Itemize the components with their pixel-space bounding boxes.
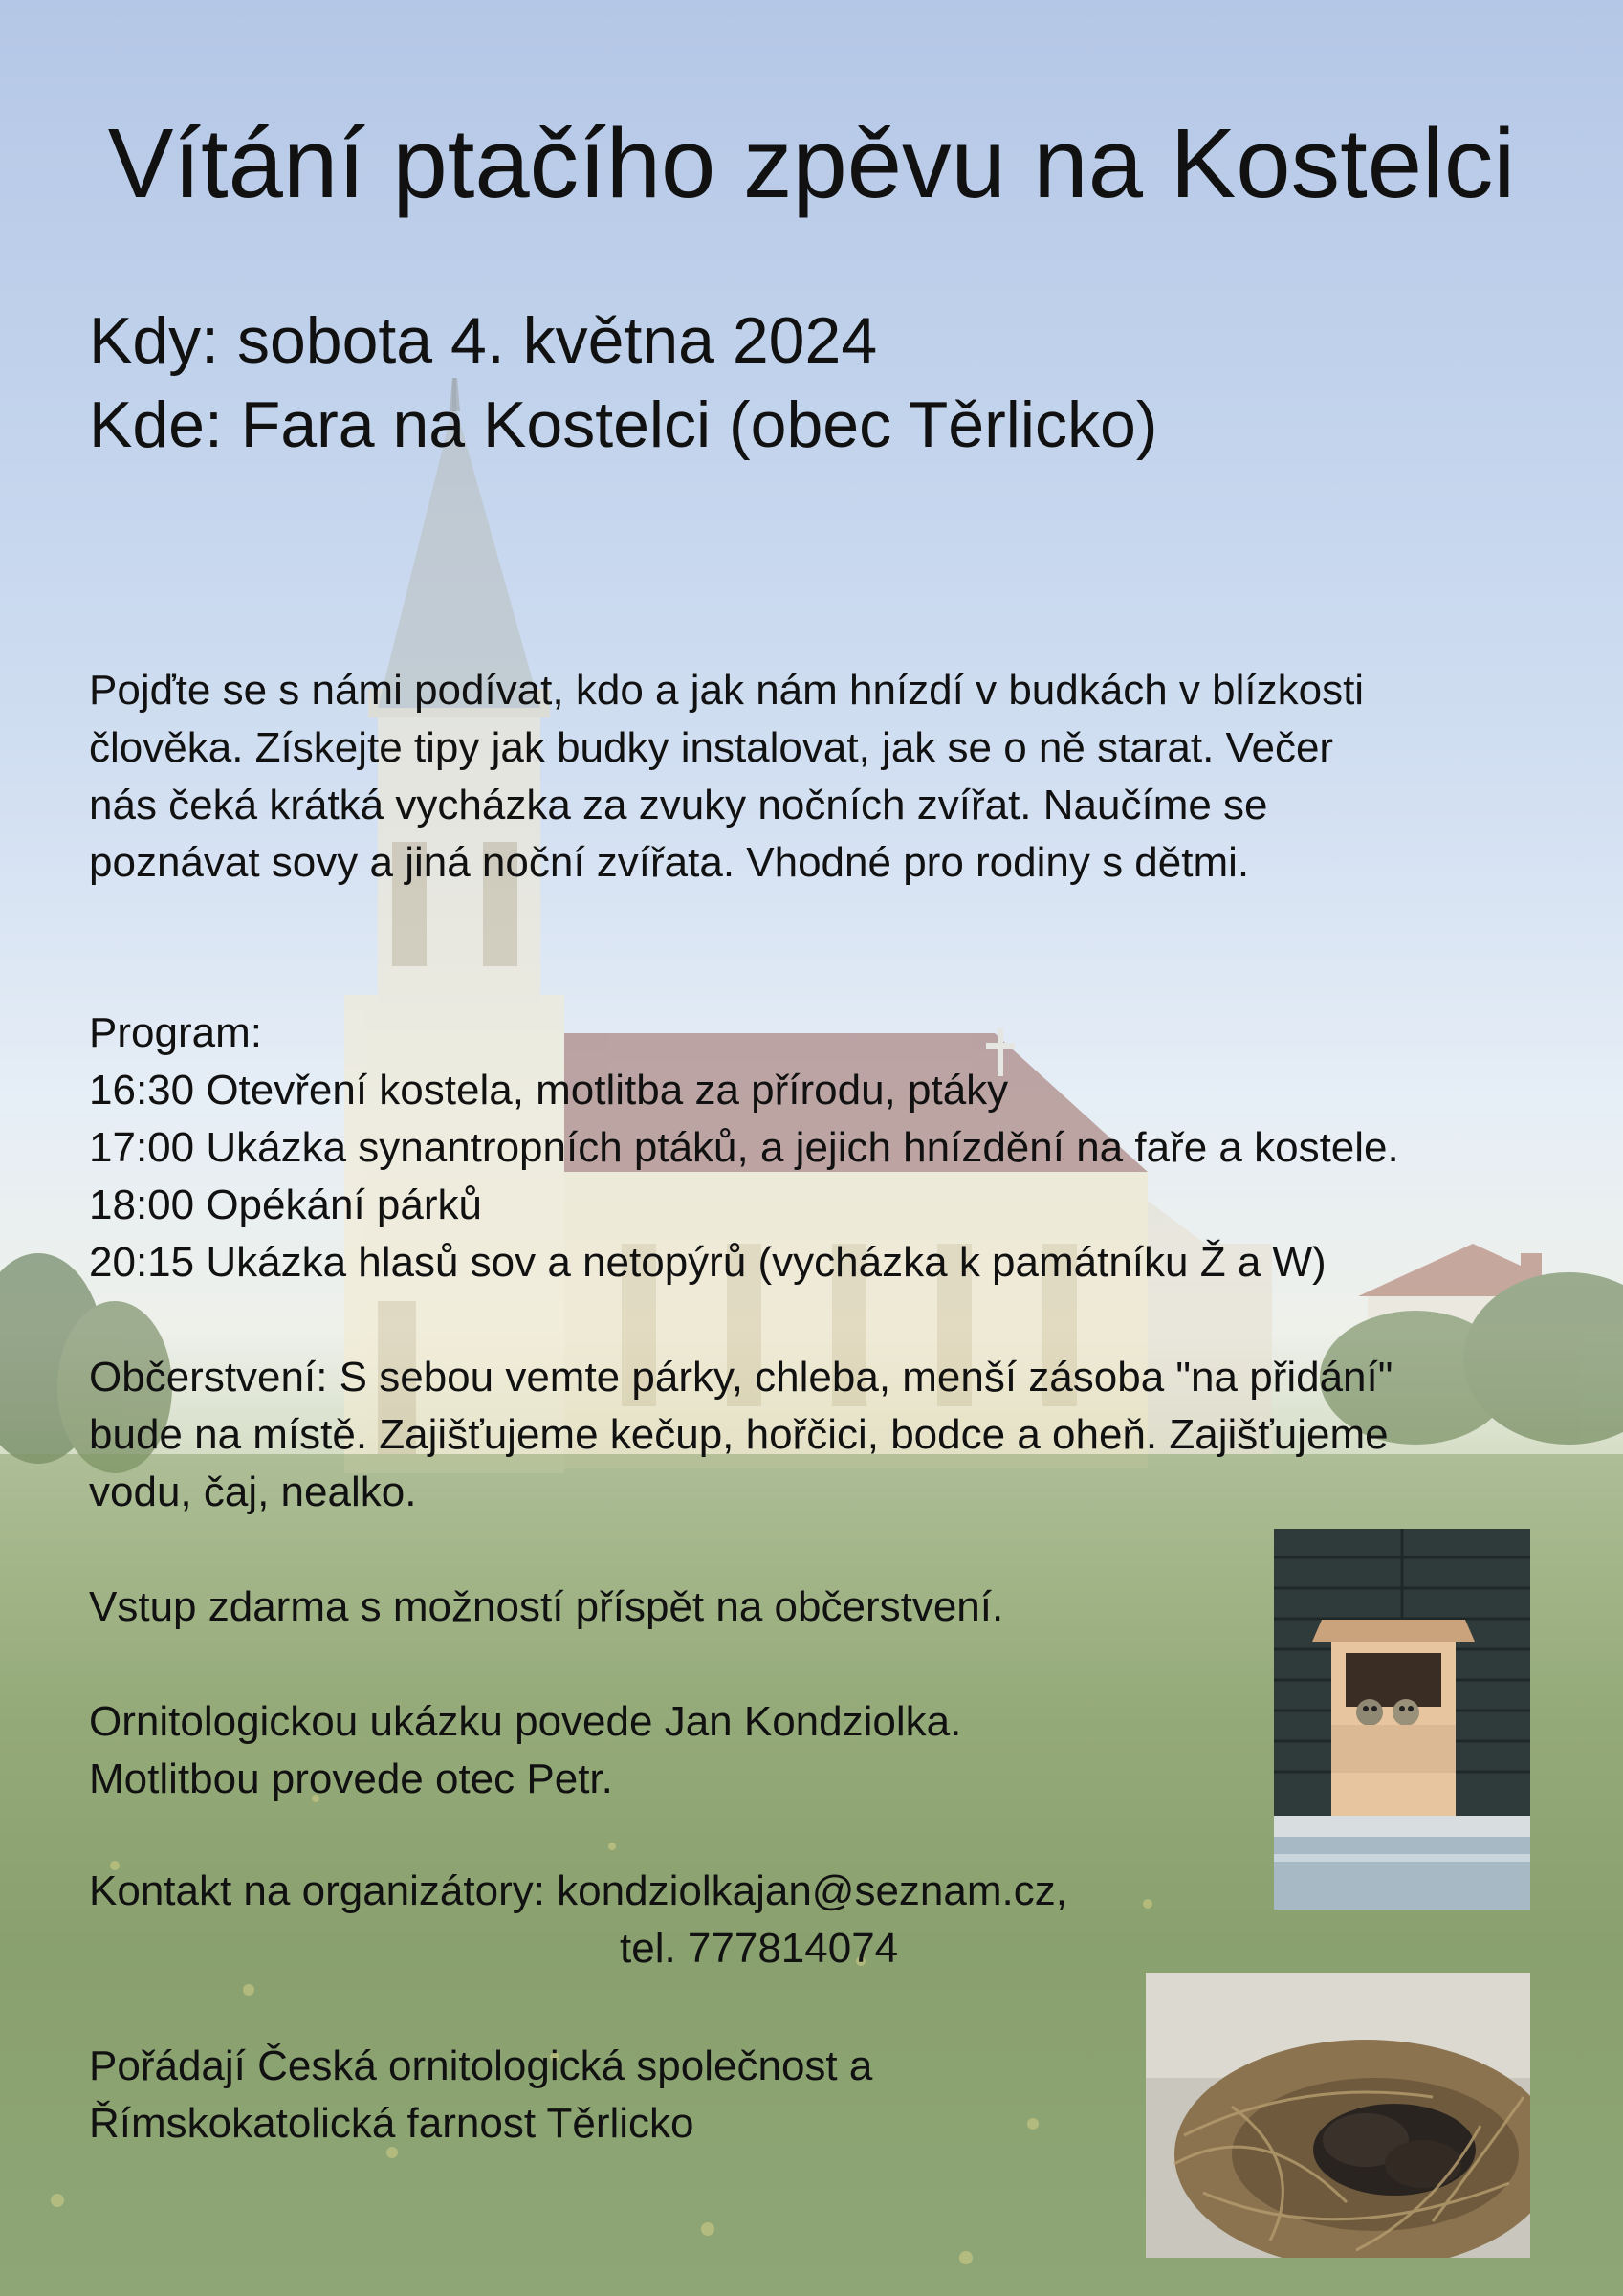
guide-line: Ornitologickou ukázku povede Jan Kondziolka. [89,1698,962,1745]
program-item: 18:00 Opékání párků [89,1181,482,1228]
intro-paragraph [89,662,1364,892]
intro-line: člověka. Získejte tipy jak budky instalovat, jak se o ně starat. Večer [89,724,1334,771]
program-section [89,1004,1399,1292]
program-item: 20:15 Ukázka hlasů sov a netopýrů (vycházka k památníku Ž a W) [89,1239,1327,1286]
nest-chicks-photo [1146,1973,1530,2258]
program-item: 16:30 Otevření kostela, motlitba za přírodu, ptáky [89,1067,1009,1114]
contact-label: Kontakt na organizátory: kondziolkajan@seznam.cz, [89,1867,1067,1914]
poster-title: Vítání ptačího zpěvu na Kostelci [107,108,1516,218]
refreshments-paragraph [89,1349,1393,1521]
event-location: Kde: Fara na Kostelci (obec Těrlicko) [89,388,1158,461]
intro-line: Pojďte se s námi podívat, kdo a jak nám hnízdí v budkách v blízkosti [89,667,1365,714]
refreshments-line: Občerstvení: S sebou vemte párky, chleba, menší zásoba "na přidání" [89,1354,1393,1401]
contact-phone: tel. 777814074 [620,1925,899,1972]
entry-note: Vstup zdarma s možností příspět na občerstvení. [89,1583,1004,1630]
organizer-line: Pořádají Česká ornitologická společnost a [89,2042,873,2089]
nest-box-photo [1274,1529,1530,1910]
event-date: Kdy: sobota 4. května 2024 [89,304,878,377]
program-item: 17:00 Ukázka synantropních ptáků, a jejich hnízdění na faře a kostele. [89,1124,1399,1171]
guide-line: Motlitbou provede otec Petr. [89,1755,613,1802]
guides-paragraph [89,1693,961,1808]
refreshments-line: bude na místě. Zajišťujeme kečup, hořčici, bodce a oheň. Zajišťujeme [89,1411,1389,1458]
intro-line: nás čeká krátká vycházka za zvuky nočních zvířat. Naučíme se [89,782,1268,828]
refreshments-line: vodu, čaj, nealko. [89,1468,417,1515]
intro-line: poznávat sovy a jiná noční zvířata. Vhodné pro rodiny s dětmi. [89,839,1250,886]
organizer-line: Římskokatolická farnost Těrlicko [89,2100,694,2147]
program-heading: Program: [89,1009,262,1056]
organizers-paragraph [89,2038,872,2152]
